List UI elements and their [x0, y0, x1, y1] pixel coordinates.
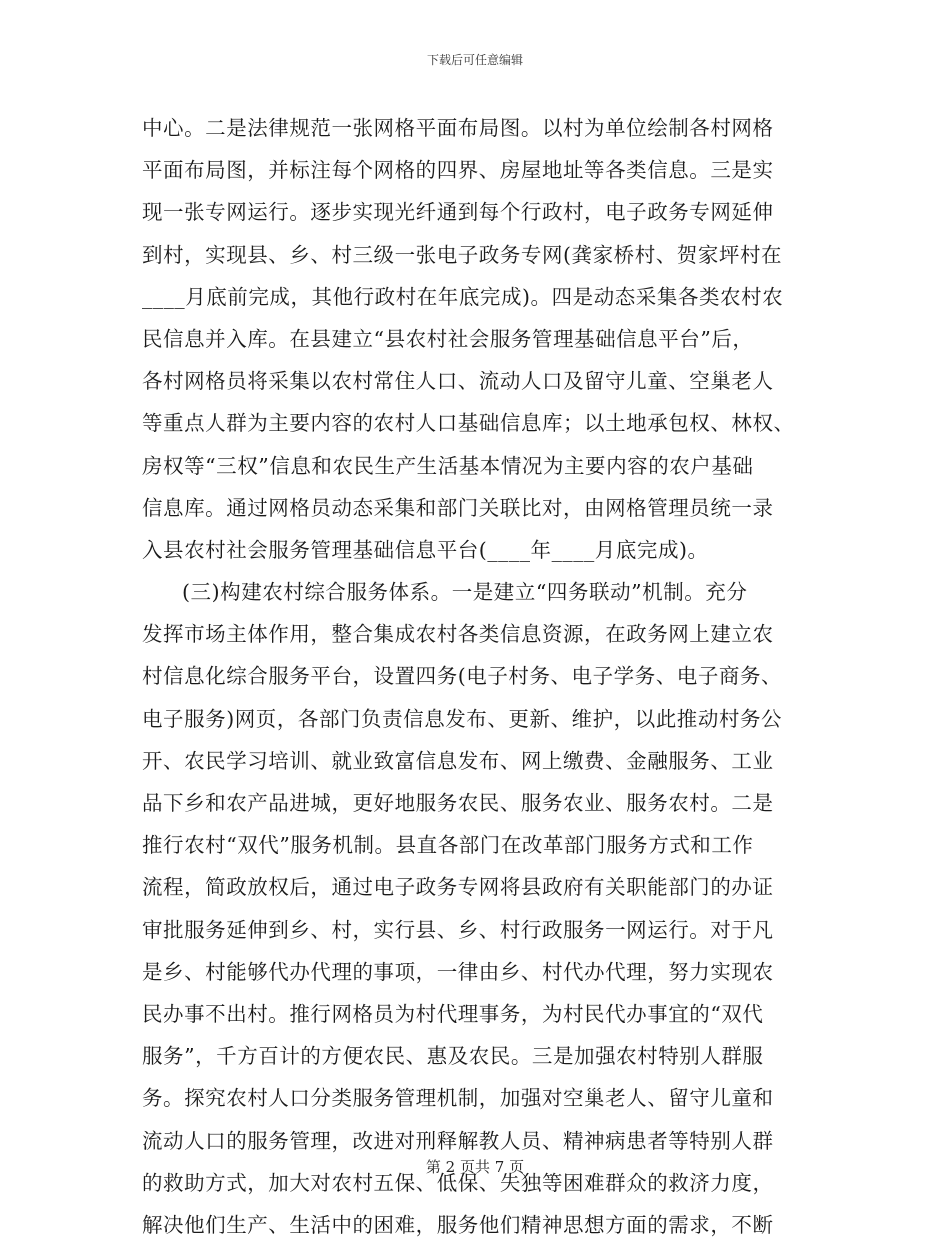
text-line: 流程，简政放权后，通过电子政务专网将县政府有关职能部门的办证 — [142, 875, 774, 900]
text-line: 各村网格员将采集以农村常住人口、流动人口及留守儿童、空巢老人 — [142, 369, 774, 394]
text-line: 平面布局图，并标注每个网格的四界、房屋地址等各类信息。三是实 — [142, 158, 774, 183]
body-text — [142, 107, 810, 1246]
text-line: 入县农村社会服务管理基础信息平台(____年____月底完成)。 — [142, 537, 709, 562]
page-footer: 第 2 页共 7 页 — [425, 1158, 525, 1176]
text-line: 信息库。通过网格员动态采集和部门关联比对，由网格管理员统一录 — [142, 495, 774, 520]
text-line: 流动人口的服务管理，改进对刑释解教人员、精神病患者等特别人群 — [142, 1128, 774, 1153]
text-line: 发挥市场主体作用，整合集成农村各类信息资源，在政务网上建立农 — [142, 622, 774, 647]
text-line: 现一张专网运行。逐步实现光纤通到每个行政村，电子政务专网延伸 — [142, 200, 774, 225]
text-line: 村信息化综合服务平台，设置四务(电子村务、电子学务、电子商务、 — [142, 664, 783, 689]
text-line: 民办事不出村。推行网格员为村代理事务，为村民代办事宜的“双代 — [142, 1001, 764, 1026]
text-line: (三)构建农村综合服务体系。一是建立“四务联动”机制。充分 — [182, 580, 748, 605]
text-line: 等重点人群为主要内容的农村人口基础信息库；以土地承包权、林权、 — [142, 411, 795, 436]
text-line: 开、农民学习培训、就业致富信息发布、网上缴费、金融服务、工业 — [142, 748, 774, 773]
text-line: 推行农村“双代”服务机制。县直各部门在改革部门服务方式和工作 — [142, 833, 754, 858]
text-line: ____月底前完成，其他行政村在年底完成)。四是动态采集各类农村农 — [142, 284, 784, 309]
text-line: 中心。二是法律规范一张网格平面布局图。以村为单位绘制各村网格 — [142, 116, 774, 140]
text-line: 务。探究农村人口分类服务管理机制，加强对空巢老人、留守儿童和 — [142, 1086, 774, 1111]
text-line: 电子服务)网页，各部门负责信息发布、更新、维护，以此推动村务公 — [142, 706, 783, 731]
text-line: 服务”，千方百计的方便农民、惠及农民。三是加强农村特别人群服 — [142, 1044, 764, 1069]
text-line: 品下乡和农产品进城，更好地服务农民、服务农业、服务农村。二是 — [142, 791, 774, 815]
text-line: 到村，实现县、乡、村三级一张电子政务专网(龚家桥村、贺家坪村在 — [142, 242, 783, 267]
text-line: 的救助方式，加大对农村五保、低保、失独等困难群众的救济力度， — [142, 1170, 774, 1195]
text-line: 是乡、村能够代办代理的事项，一律由乡、村代办代理，努力实现农 — [142, 959, 774, 984]
text-line: 民信息并入库。在县建立“县农村社会服务管理基础信息平台”后， — [142, 326, 754, 351]
page-header: 下载后可任意编辑 — [426, 53, 523, 67]
text-line: 房权等“三权”信息和农民生产生活基本情况为主要内容的农户基础 — [142, 453, 754, 478]
text-line: 审批服务延伸到乡、村，实行县、乡、村行政服务一网运行。对于凡 — [142, 917, 774, 942]
text-line: 解决他们生产、生活中的困难，服务他们精神思想方面的需求，不断 — [142, 1212, 774, 1237]
